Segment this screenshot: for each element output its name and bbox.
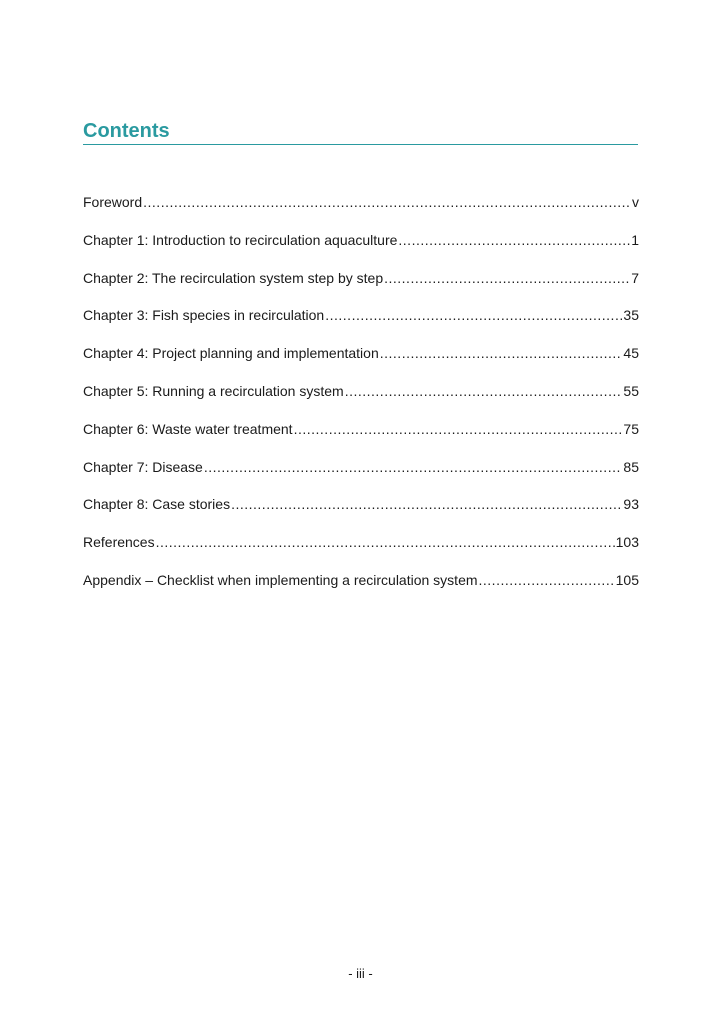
page-number-footer: - iii - [348,966,373,981]
toc-dot-leader [294,419,623,439]
toc-entry-page: v [632,194,639,210]
toc-entry-label: Chapter 5: Running a recirculation system [83,382,344,399]
toc-entry-chapter-8[interactable] [83,494,639,532]
toc-entry-label: Chapter 3: Fish species in recirculation [83,307,325,324]
toc-entry-page: 93 [623,496,639,513]
toc-entry-chapter-5[interactable] [83,381,639,419]
toc-entry-page: 45 [623,345,639,362]
toc-entry-label: Chapter 7: Disease [83,458,203,475]
toc-entry-label: Chapter 8: Case stories [83,496,231,513]
toc-entry-label: Chapter 4: Project planning and implementation [83,345,379,362]
toc-entry-page: 75 [623,420,639,437]
toc-dot-leader [380,343,623,363]
toc-entry-label: Chapter 6: Waste water treatment [83,420,293,437]
table-of-contents [83,192,639,608]
toc-dot-leader [384,268,630,288]
toc-entry-page: 105 [615,571,639,588]
toc-entry-label: Appendix – Checklist when implementing a recirculation system [83,571,478,588]
toc-entry-chapter-1[interactable] [83,230,639,268]
toc-dot-leader [143,192,631,212]
toc-dot-leader [231,494,622,514]
toc-dot-leader [204,457,623,477]
toc-dot-leader [156,532,615,552]
toc-entry-chapter-7[interactable] [83,457,639,495]
contents-heading-rule [83,118,638,145]
toc-dot-leader [345,381,623,401]
toc-entry-label: Chapter 1: Introduction to recirculation aquaculture [83,231,398,248]
toc-entry-foreword[interactable] [83,192,639,230]
toc-dot-leader [398,230,630,250]
toc-entry-chapter-3[interactable] [83,305,639,343]
toc-entry-label: Foreword [83,194,143,210]
toc-entry-references[interactable] [83,532,639,570]
toc-entry-page: 55 [623,382,639,399]
toc-entry-label: Chapter 2: The recirculation system step by step [83,269,384,286]
toc-entry-chapter-4[interactable] [83,343,639,381]
page-title: Contents [83,120,170,142]
toc-entry-page: 7 [631,269,639,286]
toc-entry-page: 103 [615,534,639,551]
toc-entry-chapter-2[interactable] [83,268,639,306]
toc-entry-chapter-6[interactable] [83,419,639,457]
toc-entry-page: 35 [623,307,639,324]
toc-dot-leader [479,570,615,590]
toc-entry-label: References [83,534,155,551]
toc-dot-leader [325,305,622,325]
toc-entry-page: 1 [631,231,639,248]
toc-entry-page: 85 [623,458,639,475]
toc-entry-appendix[interactable] [83,570,639,608]
